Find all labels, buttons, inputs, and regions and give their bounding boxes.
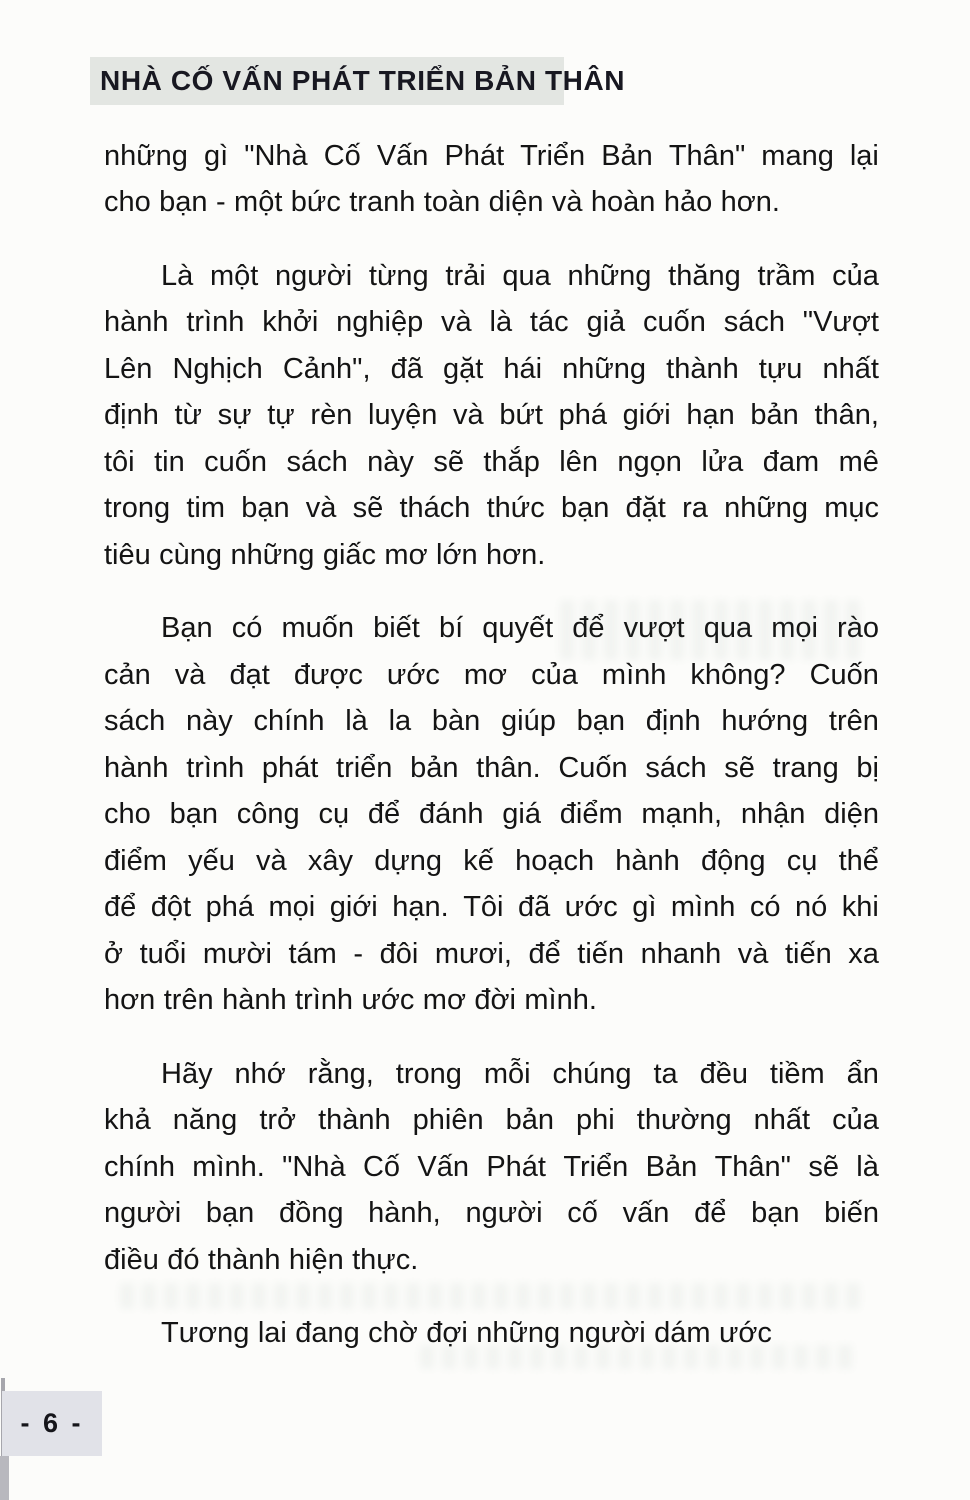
text-line: cản và đạt được ước mơ của mình không? Cuốn — [104, 658, 879, 691]
text-line: khả năng trở thành phiên bản phi thường nhất của — [104, 1104, 879, 1137]
text-line: định từ sự tự rèn luyện và bứt phá giới hạn bản thân, — [104, 399, 879, 432]
text-line: sách này chính là la bàn giúp bạn định hướng trên — [104, 705, 879, 738]
text-line: những gì "Nhà Cố Vấn Phát Triển Bản Thân" mang lại — [104, 139, 879, 172]
text-line: điều đó thành hiện thực. — [104, 1243, 419, 1276]
text-line: hơn trên hành trình ước mơ đời mình. — [104, 984, 597, 1017]
text-line: hành trình phát triển bản thân. Cuốn sách sẽ trang bị — [104, 751, 879, 784]
scan-edge-artifact — [0, 1456, 9, 1500]
text-line: Là một người từng trải qua những thăng trầm của — [161, 259, 879, 292]
page-number-text: - 6 - — [20, 1408, 84, 1438]
text-line: chính mình. "Nhà Cố Vấn Phát Triển Bản Thân" sẽ là — [104, 1150, 879, 1183]
text-line: tôi tin cuốn sách này sẽ thắp lên ngọn lửa đam mê — [104, 445, 879, 478]
text-line: hành trình khởi nghiệp và là tác giả cuốn sách "Vượt — [104, 306, 879, 339]
paragraph — [104, 1051, 879, 1284]
page-number — [2, 1391, 102, 1456]
text-line: tiêu cùng những giấc mơ lớn hơn. — [104, 538, 546, 571]
body-text — [104, 133, 879, 1357]
text-line: Hãy nhớ rằng, trong mỗi chúng ta đều tiềm ẩn — [161, 1057, 879, 1090]
text-line: ở tuổi mười tám - đôi mươi, để tiến nhanh và tiến xa — [104, 937, 879, 970]
paragraph — [104, 1311, 879, 1358]
text-line: Tương lai đang chờ đợi những người dám ước — [161, 1317, 772, 1350]
text-line: Bạn có muốn biết bí quyết để vượt qua mọi rào — [161, 612, 879, 645]
text-line: người bạn đồng hành, người cố vấn để bạn biến — [104, 1197, 879, 1230]
paragraph — [104, 606, 879, 1025]
running-header — [90, 57, 626, 105]
running-header-text: NHÀ CỐ VẤN PHÁT TRIỂN BẢN THÂN — [100, 65, 626, 96]
paragraph — [104, 253, 879, 579]
text-line: để đột phá mọi giới hạn. Tôi đã ước gì mình có nó khi — [104, 891, 879, 924]
text-line: điểm yếu và xây dựng kế hoạch hành động cụ thể — [104, 844, 879, 877]
text-line: cho bạn công cụ để đánh giá điểm mạnh, nhận diện — [104, 798, 879, 831]
paragraph — [104, 133, 879, 226]
text-line: cho bạn - một bức tranh toàn diện và hoàn hảo hơn. — [104, 186, 780, 219]
text-line: trong tim bạn và sẽ thách thức bạn đặt ra những mục — [104, 492, 879, 525]
text-line: Lên Nghịch Cảnh", đã gặt hái những thành tựu nhất — [104, 352, 879, 385]
